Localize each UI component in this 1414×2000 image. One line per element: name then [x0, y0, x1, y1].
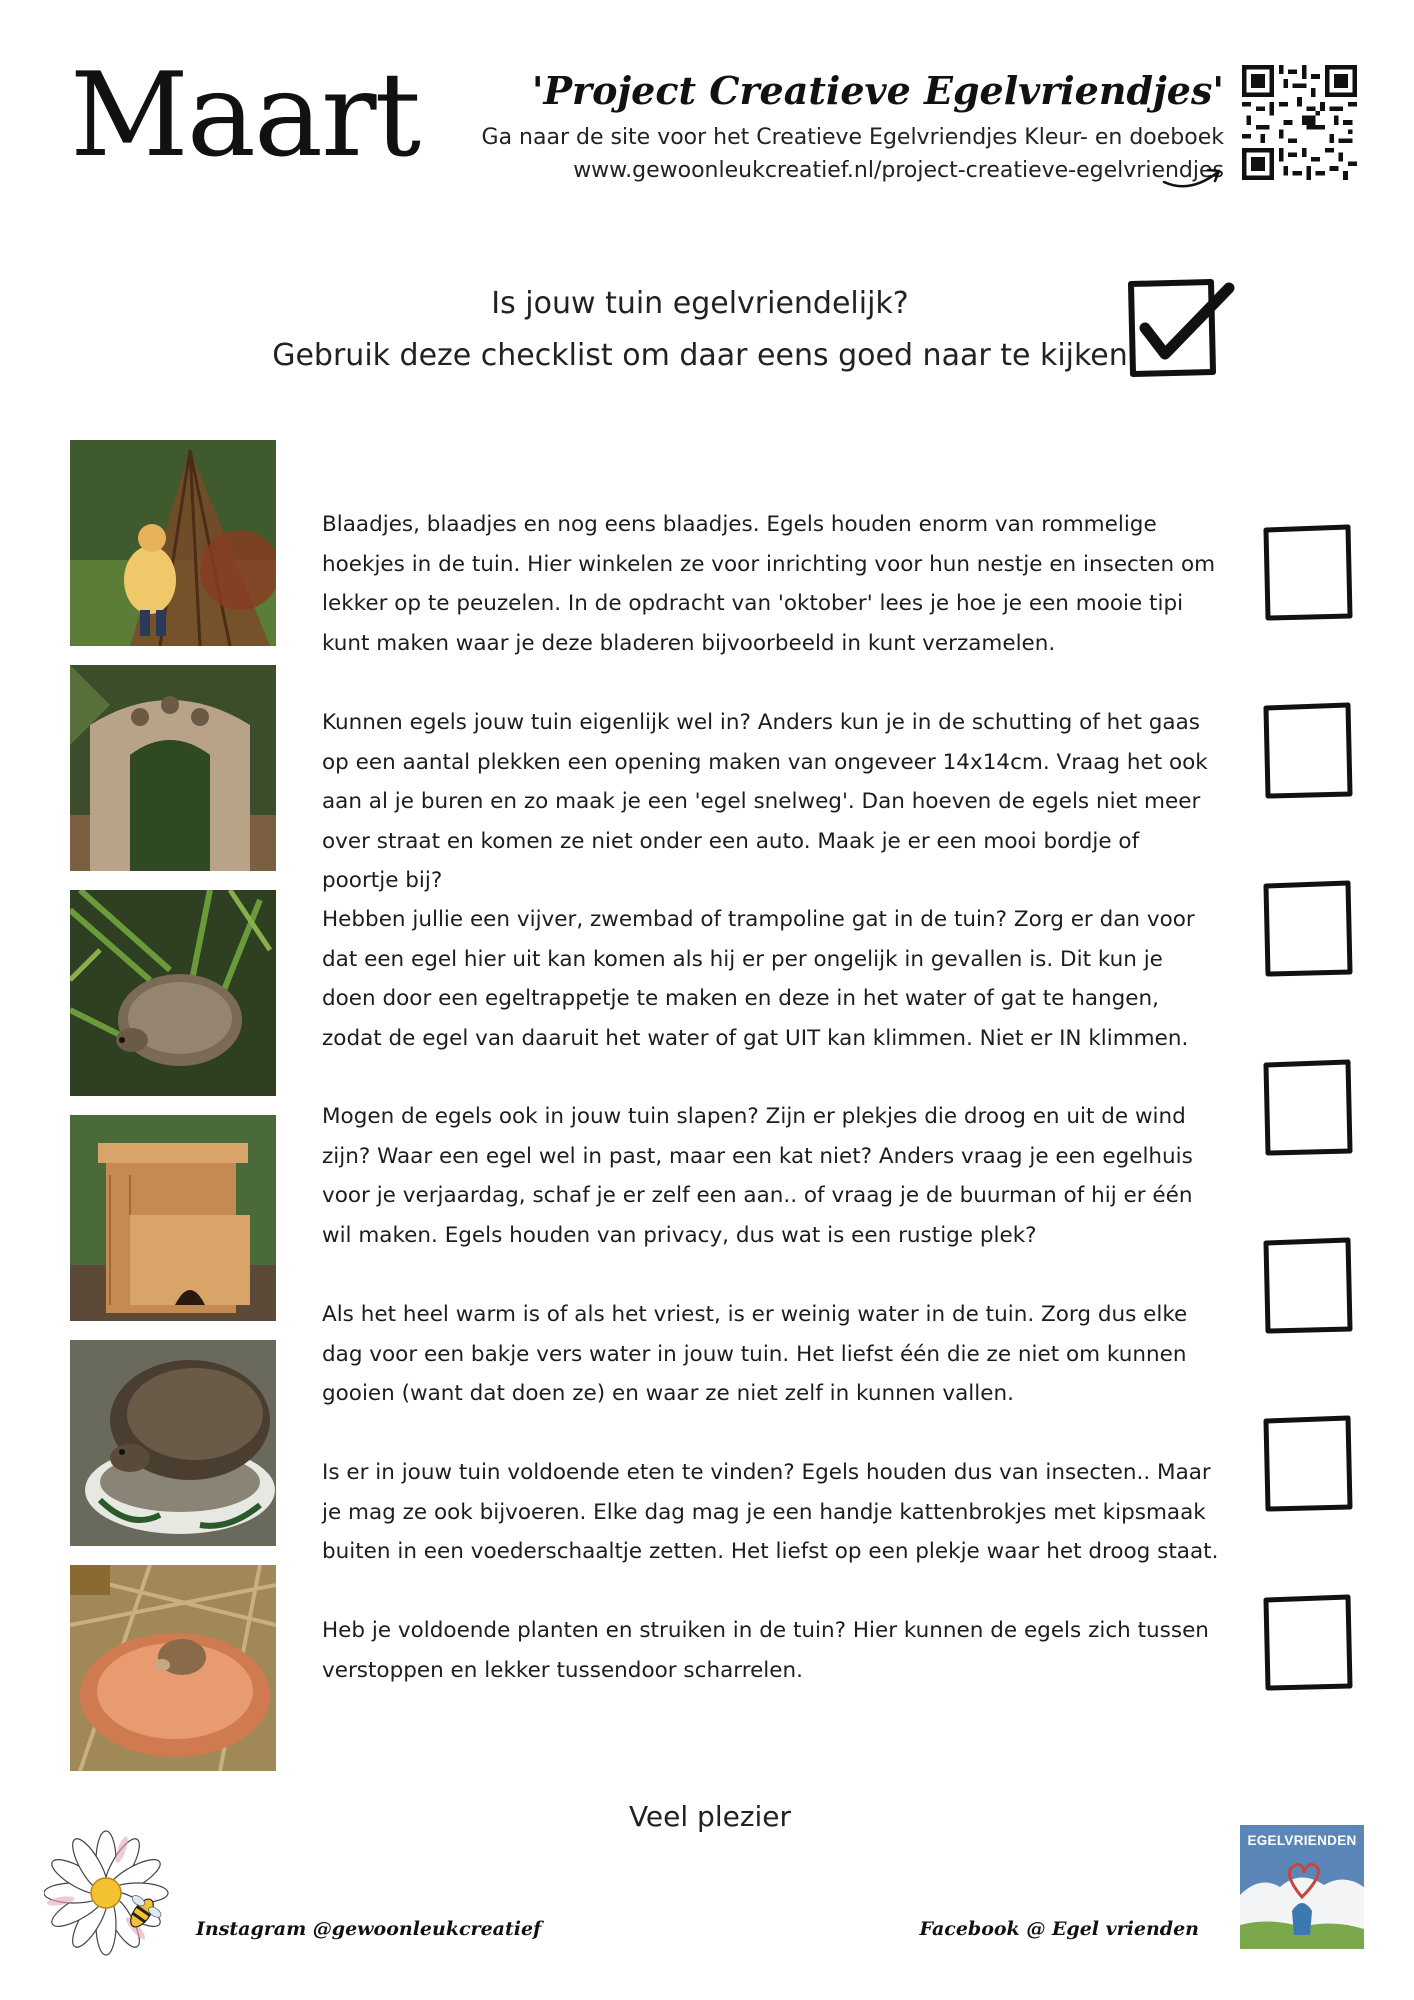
checked-box-icon [1125, 278, 1235, 378]
intro-instruction: Gebruik deze checklist om daar eens goed naar te kijken [272, 338, 1128, 373]
checklist-item-text: Is er in jouw tuin voldoende eten te vinden? Egels houden dus van insecten.. Maar je mag ze ook bijvoeren. Elke dag mag je een handje kattenbrokjes met kipsmaak buiten in een voederschaaltje zetten. Het liefst op een plekje waar het droog staat. [322, 1460, 1219, 1564]
checkbox-1[interactable] [1260, 522, 1356, 622]
checklist-item-text: Als het heel warm is of als het vriest, is er weinig water in de tuin. Zorg dus elke dag voor een bakje vers water in jouw tuin. Het liefst één die ze niet om kunnen gooien (want dat doen ze) en waar ze niet zelf in kunnen vallen. [322, 1302, 1188, 1406]
page-title: Maart [70, 48, 420, 183]
photo-hedgehog-on-saucer [70, 1565, 276, 1771]
photo-hedgehog-gate [70, 665, 276, 871]
facebook-handle[interactable]: Facebook @ Egel vrienden [919, 1918, 1199, 1940]
photo-hedgehog-eating-bowl [70, 1340, 276, 1546]
instagram-handle[interactable]: Instagram @gewoonleukcreatief [196, 1918, 542, 1940]
qr-code-icon[interactable] [1242, 65, 1357, 180]
site-instruction: Ga naar de site voor het Creatieve Egelvriendjes Kleur- en doeboek [481, 125, 1224, 150]
egelvrienden-logo [1240, 1825, 1364, 1949]
intro [240, 278, 1160, 382]
daisy-bee-icon [44, 1825, 179, 1960]
photo-child-leaf-tipi [70, 440, 276, 646]
photo-wooden-hedgehog-house [70, 1115, 276, 1321]
checkbox-3[interactable] [1260, 878, 1356, 978]
checklist-item-text: Mogen de egels ook in jouw tuin slapen? Zijn er plekjes die droog en uit de wind zijn? Waar een egel wel in past, maar een kat niet? Anders vraag je een egelhuis voor je verjaardag, schaf je er zelf een aan.. of vraag je de buurman of hij er één wil maken. Egels houden van privacy, dus wat is een rustige plek? [322, 1104, 1193, 1248]
checkbox-2[interactable] [1260, 700, 1356, 800]
checkbox-5[interactable] [1260, 1235, 1356, 1335]
logo-text: EGELVRIENDEN [1247, 1833, 1357, 1848]
checklist-item-text: Kunnen egels jouw tuin eigenlijk wel in? Anders kun je in de schutting of het gaas op een aantal plekken een opening maken van ongeveer 14x14cm. Vraag het ook aan al je buren en zo maak je een 'egel snelweg'. Dan hoeven de egels niet meer over straat en komen ze niet onder een auto. Maak je er een mooi bordje of poortje bij? [322, 710, 1208, 893]
site-url-link[interactable]: www.gewoonleukcreatief.nl/project-creatieve-egelvriendjes [573, 158, 1224, 183]
project-title: 'Project Creatieve Egelvriendjes' [531, 68, 1224, 113]
checklist-item-text: Blaadjes, blaadjes en nog eens blaadjes. Egels houden enorm van rommelige hoekjes in de tuin. Hier winkelen ze voor inrichting voor hun nestje en insecten om lekker op te peuzelen. In de opdracht van 'oktober' lees je hoe je een mooie tipi kunt maken waar je deze bladeren bijvoorbeeld in kunt verzamelen. [322, 512, 1216, 656]
checkbox-7[interactable] [1260, 1592, 1356, 1692]
closing-text: Veel plezier [628, 1800, 792, 1833]
checkbox-6[interactable] [1260, 1413, 1356, 1513]
checklist-item-text: Heb je voldoende planten en struiken in de tuin? Hier kunnen de egels zich tussen verstoppen en lekker tussendoor scharrelen. [322, 1618, 1209, 1683]
checkbox-4[interactable] [1260, 1057, 1356, 1157]
curved-arrow-icon [1160, 160, 1226, 194]
intro-question: Is jouw tuin egelvriendelijk? [491, 286, 909, 321]
checklist-item-text: Hebben jullie een vijver, zwembad of trampoline gat in de tuin? Zorg er dan voor dat een egel hier uit kan komen als hij er per ongelijk in gevallen is. Dit kun je doen door een egeltrappetje te maken en deze in het water of gat te hangen, zodat de egel van daaruit het water of gat UIT kan klimmen. Niet er IN klimmen. [322, 907, 1195, 1051]
photo-hedgehog-in-plants [70, 890, 276, 1096]
